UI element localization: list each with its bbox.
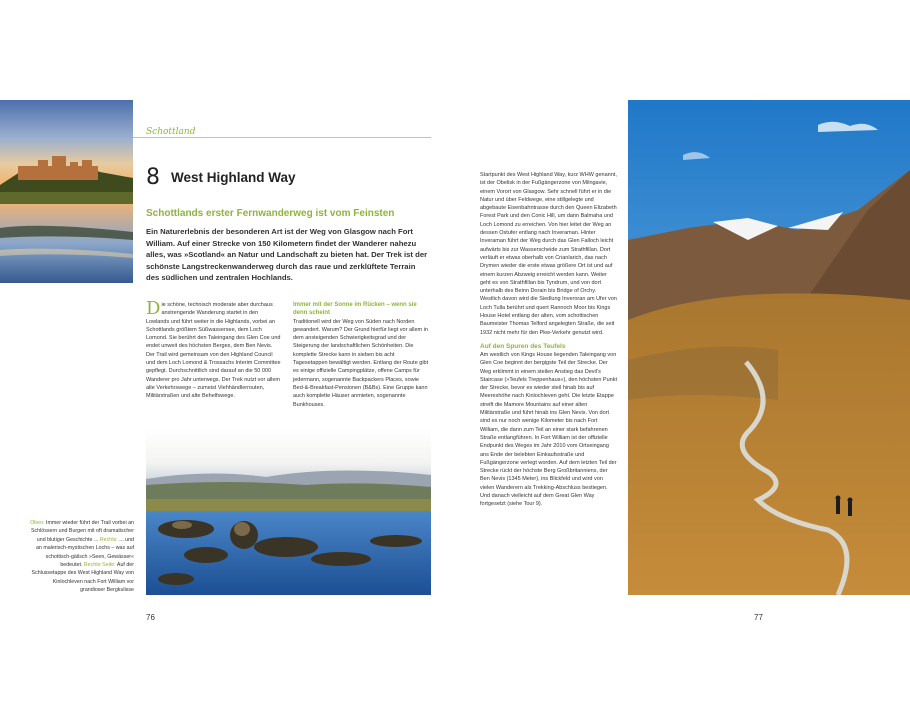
tour-number: 8	[146, 165, 160, 190]
column-1	[146, 298, 281, 401]
loch-photo	[146, 429, 431, 595]
right-column-text-2: Am westlich von Kings House liegenden Taleingang von Glen Coe beginnt der bergigste Teil der Strecke. Der Weg erklimmt in einem steilen Anstieg das Devil’s Staircase (»Teufels Treppenhaus«), den höchsten Punkt der Strecke, bevor es wieder steil hinab bis auf Meereshöhe nach Kinlochleven geht. Die letzte Etappe streift die Mamore Mountains auf einer alten Militärstraße und führt hinab ins Glen Nevis. Von dort sind es nur noch wenige Kilometer bis nach Fort William, die dann zum Teil an einer stark befahrenen Straße entlangführen. In Fort William ist der offizielle Endpunkt des Weges im Jahr 2010 vom Ortseingang ans Ende der belebten Einkaufsstraße und Fußgängerzone verlegt worden. Auf dem letzten Teil der Strecke rückt der höchste Berg Großbritanniens, der Ben Nevis (1345 Meter), ins Blickfeld und wird von vielen Wanderern als Trekking-Abschluss bestiegen. Und danach vielleicht auf dem Great Glen Way fortgesetzt (siehe Tour 9).	[480, 351, 617, 508]
photo-caption	[30, 519, 134, 595]
page-number-right: 77	[754, 613, 763, 622]
header-rule	[133, 137, 431, 138]
drop-cap: D	[146, 298, 161, 319]
column-1-text: ie schöne, technisch moderate aber durchaus anstrengende Wanderung startet in den Lowlands und führt weiter in die Highlands, vorbei an Schottlands größtem Süßwassersee, dem Loch Lomond. Sie berührt den Taleingang des Glen Coe und endet unweit des höchsten Berges, dem Ben Nevis. Der Trail wird gemeinsam von den Highland Council und dem Loch Lomond & Trossachs Interim Committee gepflegt. Durchschnittlich sind darauf an die 50 000 Wanderer pro Jahr unterwegs. Der Trek nutzt vor allem alte Verkehrswege – zumeist Viehhändlerrouten, Militärstraßen und alte Behelfswege.	[146, 302, 281, 400]
castle-photo	[0, 100, 133, 283]
right-column-subhead: Auf den Spuren des Teufels	[480, 342, 566, 350]
castle-photo-graphic	[0, 100, 133, 283]
tour-title: West Highland Way	[171, 170, 296, 185]
intro-text: Ein Naturerlebnis der besonderen Art ist der Weg von Glasgow nach Fort William. Auf einer Strecke von 150 Kilometern findet der Wanderer nahezu alles, was »Scotland« an Natur und Landschaft zu bieten hat. Der Trek ist der schönste Langstreckenwanderweg durch das raue und zerklüftete Terrain des südlichen und zentralen Hochlands.	[146, 227, 428, 283]
caption-text-top: Immer wieder führt der Trail vorbei an Schlössern und Burgen mit oft dramatischer und blutiger Geschichte ...	[30, 520, 134, 543]
column-2	[293, 301, 430, 409]
column-2-text: Traditionell wird der Weg von Süden nach Norden gewandert. Warum? Der Grund hierfür liegt vor allem in dem ansteigenden Schwierigkeitsgrad und der Steigerung der landschaftlichen Schönheiten. Die komplette Strecke kann in sieben bis acht Tagesetappen bewältigt werden. Entlang der Route gibt es einige offizielle Campingplätze, offene Camps für jedermann, sogenannte Backpackers Places, sowie Bed-&-Breakfast-Pensionen (B&Bs). Eine Gruppe kann auch komplette Häuser anmieten, sogenannte Bunkhouses.	[293, 318, 429, 408]
caption-text-right-page: Auf der Schlussetappe des West Highland Way von Kinlochleven nach Fort William vor grandioser Bergkulisse	[31, 562, 134, 594]
loch-photo-graphic	[146, 429, 431, 595]
caption-label-top: Oben:	[30, 520, 45, 526]
caption-label-right: Rechts:	[99, 536, 118, 543]
column-2-heading: Immer mit der Sonne im Rücken – wenn sie denn scheint	[293, 302, 417, 317]
valley-photo-graphic	[628, 100, 910, 595]
valley-photo	[628, 100, 910, 595]
caption-text-right: ... und an malerisch-mystischen Lochs – was auf schottisch-gälisch »Seen, Gewässer« bedeutet.	[35, 536, 134, 569]
page-number-left: 76	[146, 613, 155, 622]
running-head: Schottland	[146, 127, 196, 137]
right-column-text-1: Startpunkt des West Highland Way, kurz WHW genannt, ist der Obelisk in der Fußgängerzone von Milngavie, einem Vorort von Glasgow. Sehr schnell führt er in die Natur und über Feldwege, eine stillgelegte und abgebaute Eisenbahntrasse durch den Queen Elizabeth Forest Park und den Conic Hill, um dann Balmaha und Loch Lomond zu erreichen. Von hier leitet der Weg an dessen Ostufer entlang nach Inveraman. Hinter Inveraman führt der Weg durch das Glen Falloch leicht aufwärts bis zur Wasserscheide zum Strathfillan. Dort verläuft er etwas oberhalb von Crianlarich, das nach Drymen wieder die erste etwas größere Ort ist und auf einem kurzen Abzweig erreicht werden kann. Weiter geht es von Strathfillan bis Tyndrum, und von dort unterhalb des Beinn Dorain bis Bridge of Orchy. Westlich davon wird die Siedlung Inveroran am Ufer von Loch Tulla berührt und quert Rannoch Moor bis Kings House Hotel entlang der alten, vom schottischen Baumeister Thomas Telford angelegten Straße, die seit 1932 nicht mehr für den Pkw-Verkehr genutzt wird.	[480, 172, 617, 336]
caption-label-right-page: Rechte Seite:	[83, 562, 116, 569]
right-column	[480, 171, 617, 509]
subtitle: Schottlands erster Fernwanderweg ist vom Feinsten	[146, 208, 395, 219]
